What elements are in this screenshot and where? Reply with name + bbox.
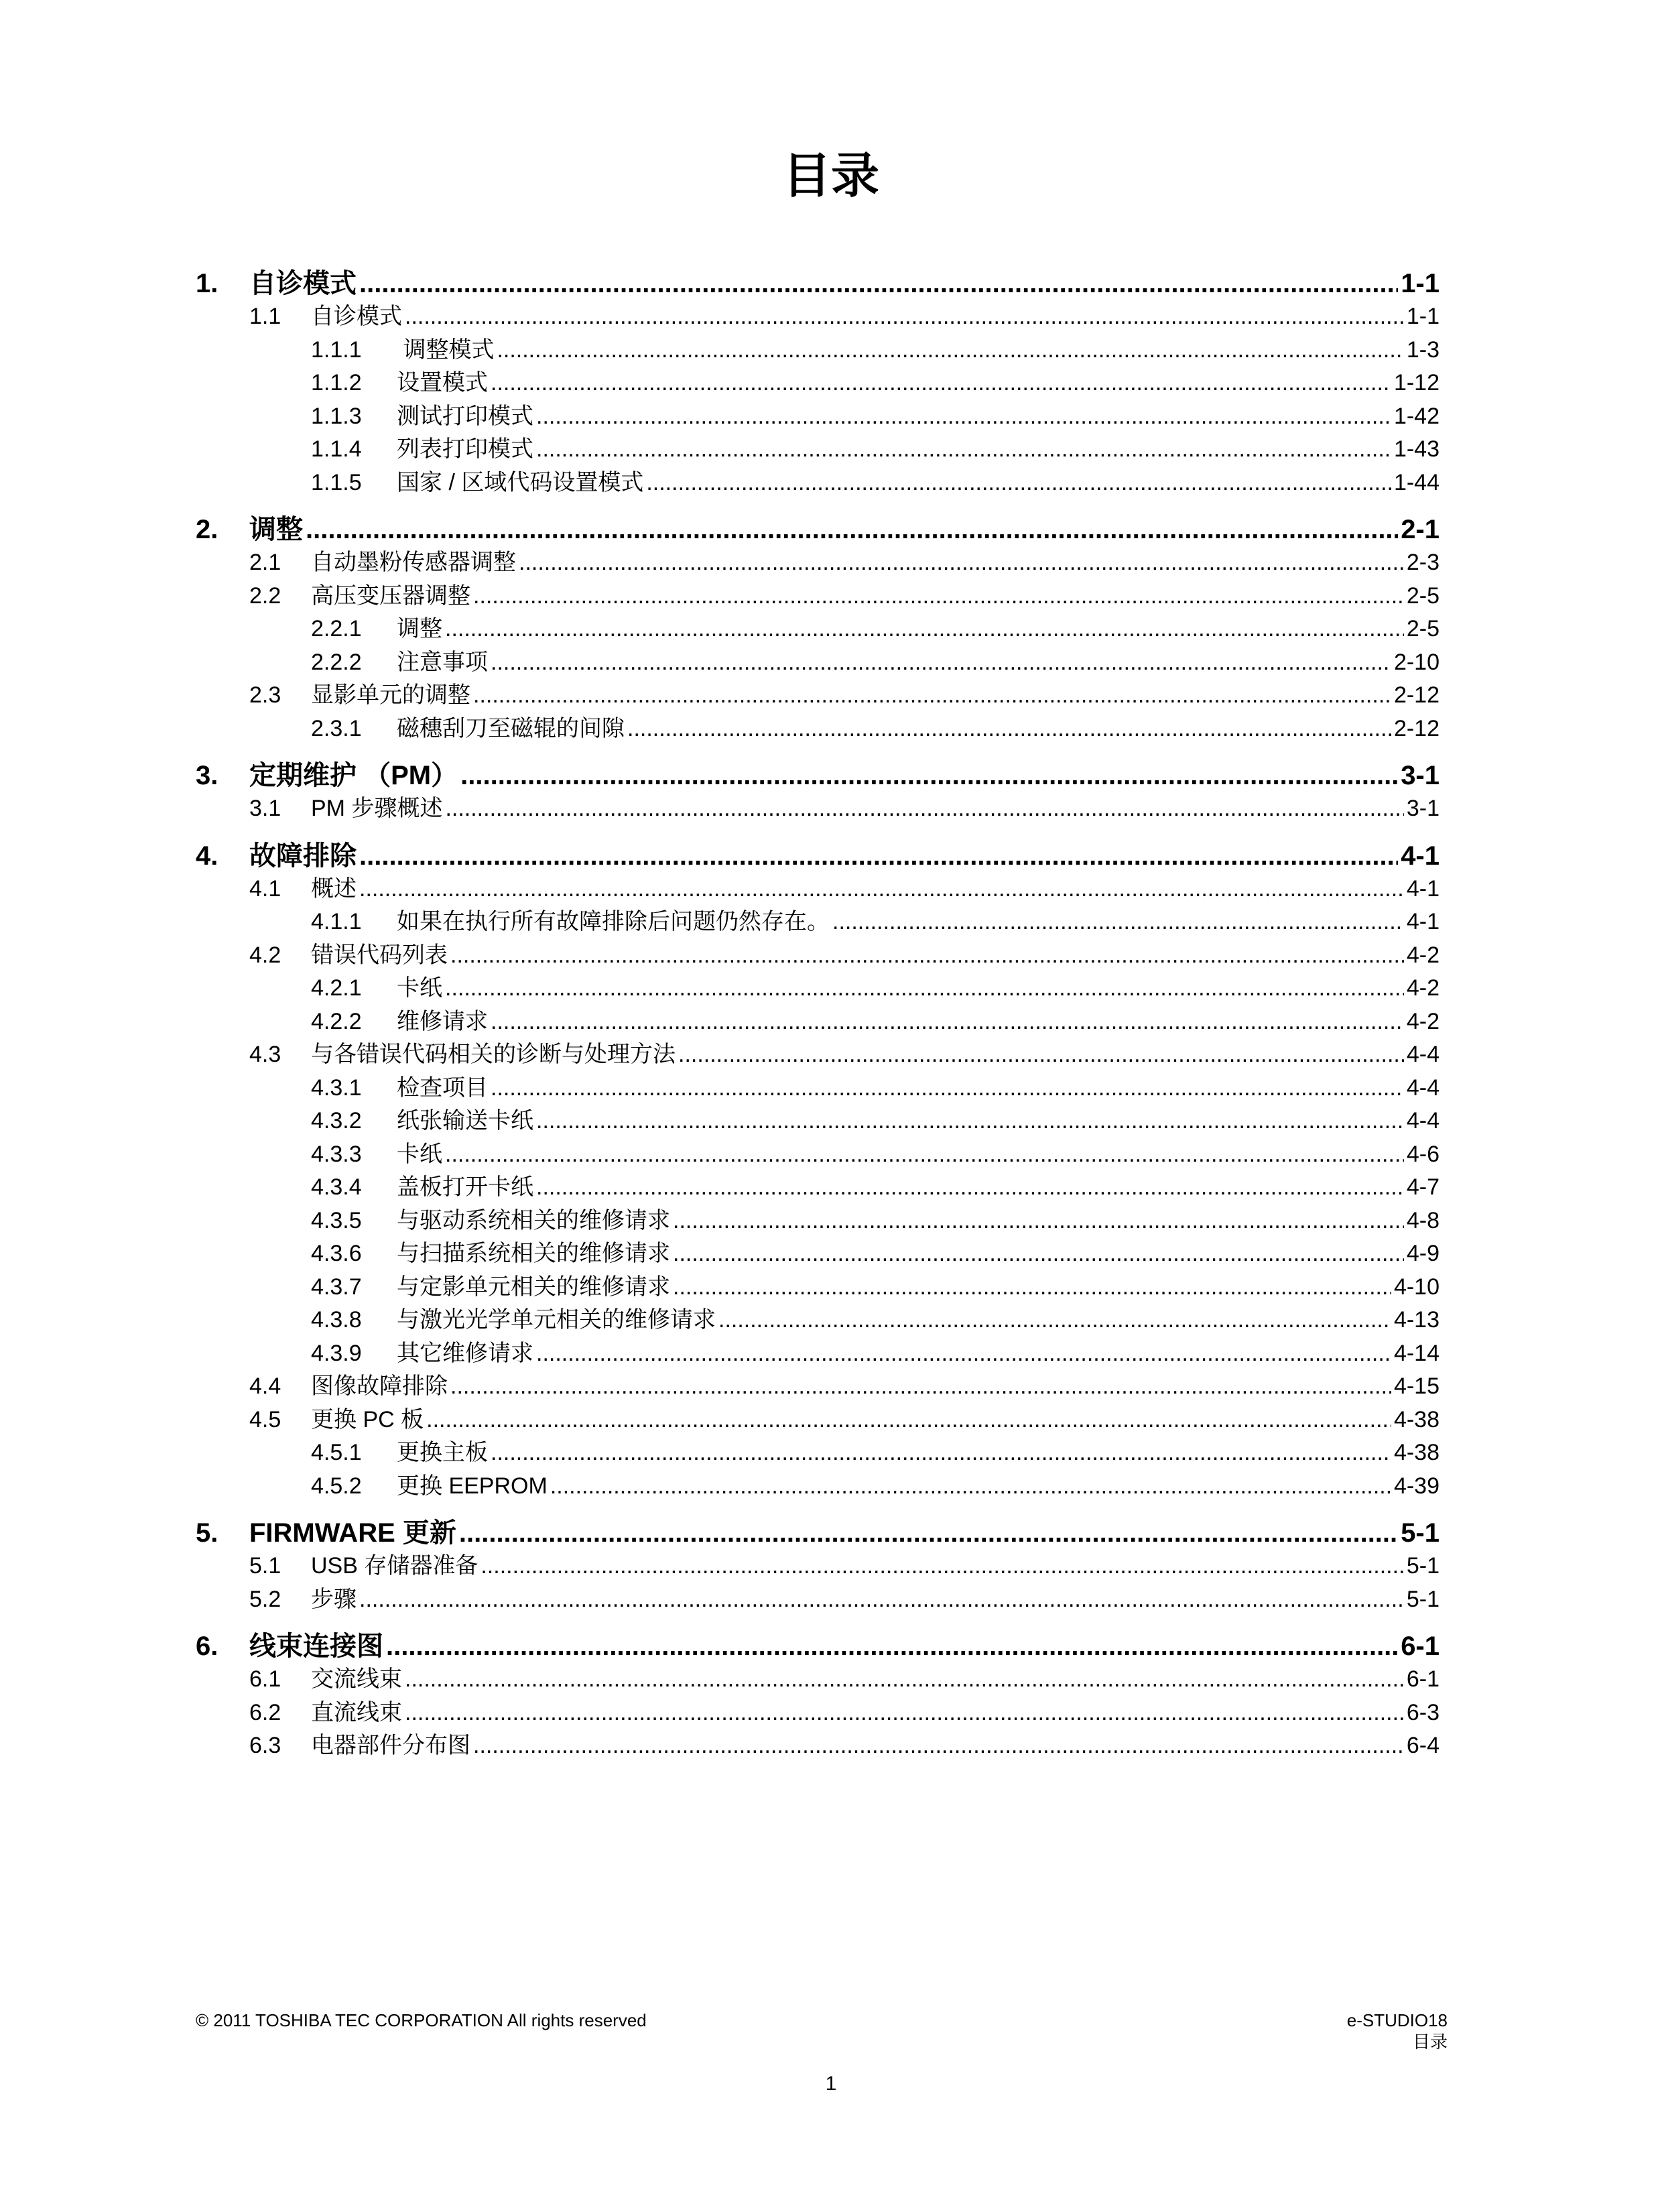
toc-dot-leader: [673, 1271, 1391, 1304]
toc-entry-page: 4-14: [1393, 1340, 1440, 1366]
toc-entry[interactable]: [196, 334, 1440, 367]
toc-entry-label: 测试打印模式: [397, 403, 533, 429]
toc-entry-number: 4.2.2: [311, 1008, 362, 1034]
toc-entry-number: 4.: [196, 841, 218, 871]
toc-entry[interactable]: [196, 839, 1440, 873]
toc-entry-number: 6.3: [249, 1733, 281, 1758]
toc-entry-page: 1-1: [1401, 269, 1440, 298]
toc-entry-page: 6-1: [1406, 1666, 1440, 1692]
toc-entry-number: 2.2.2: [311, 649, 362, 675]
toc-entry-label: USB 存储器准备: [311, 1553, 478, 1579]
toc-dot-leader: [473, 580, 1404, 613]
toc-entry-page: 1-12: [1393, 370, 1440, 395]
toc-dot-leader: [445, 792, 1403, 826]
toc-entry[interactable]: [196, 467, 1440, 500]
toc-entry-label: 调整: [397, 616, 442, 641]
toc-entry[interactable]: [196, 713, 1440, 746]
toc-dot-leader: [450, 939, 1404, 973]
toc-entry-label: 图像故障排除: [311, 1373, 448, 1399]
toc-entry-page: 4-1: [1406, 875, 1440, 902]
toc-entry-number: 4.3.6: [311, 1241, 362, 1266]
toc-dot-leader: [426, 1404, 1391, 1437]
toc-entry[interactable]: [196, 759, 1440, 792]
toc-entry-number: 4.5.2: [311, 1473, 362, 1499]
toc-entry-page: 4-15: [1393, 1373, 1440, 1399]
toc-entry-page: 3-1: [1401, 761, 1440, 790]
toc-dot-leader: [445, 1138, 1404, 1172]
toc-entry-label: 调整: [249, 515, 303, 544]
toc-entry-number: 5.2: [249, 1586, 281, 1612]
toc-entry-number: 3.1: [249, 796, 281, 821]
toc-entry-label: 步骤: [311, 1586, 357, 1612]
toc-entry-page: 2-5: [1406, 582, 1440, 609]
toc-entry-label: 纸张输送卡纸: [397, 1108, 533, 1133]
footer-right: [1347, 2010, 1448, 2052]
toc-entry-label: 自诊模式: [249, 269, 357, 298]
toc-dot-leader: [445, 613, 1404, 646]
toc-entry-page: 4-4: [1406, 1042, 1440, 1067]
toc-entry-number: 4.3.5: [311, 1207, 362, 1233]
toc-entry-label: 错误代码列表: [311, 942, 448, 968]
toc-entry[interactable]: [196, 433, 1440, 467]
toc-entry-page: 4-6: [1406, 1141, 1440, 1167]
toc-entry-page: 1-43: [1393, 436, 1440, 462]
toc-dot-leader: [481, 1550, 1404, 1583]
toc-dot-leader: [405, 1663, 1404, 1697]
toc-entry[interactable]: [196, 400, 1440, 434]
toc-dot-leader: [405, 300, 1404, 334]
toc-entry-page: 4-2: [1406, 975, 1440, 1001]
toc-entry-page: 6-4: [1406, 1733, 1440, 1758]
toc-entry-number: 2.3: [249, 682, 281, 708]
toc-entry-number: 4.3.8: [311, 1307, 362, 1333]
toc-entry-page: 2-10: [1393, 649, 1440, 675]
toc-entry-label: 与激光光学单元相关的维修请求: [397, 1307, 716, 1333]
toc-dot-leader: [450, 1370, 1391, 1404]
toc-entry-number: 2.1: [249, 550, 281, 575]
toc-entry[interactable]: [196, 1171, 1440, 1205]
toc-entry-label: 线束连接图: [249, 1632, 383, 1661]
toc-entry[interactable]: [196, 1697, 1440, 1730]
toc-entry-label: 自诊模式: [311, 304, 402, 329]
toc-entry[interactable]: [196, 1663, 1440, 1697]
toc-dot-leader: [536, 400, 1391, 434]
toc-entry-number: 6.2: [249, 1699, 281, 1725]
toc-entry[interactable]: [196, 1138, 1440, 1172]
toc-entry-page: 6-1: [1401, 1632, 1440, 1661]
footer-model: e-STUDIO18: [1346, 2010, 1448, 2030]
toc-dot-leader: [673, 1237, 1404, 1271]
toc-entry-label: 自动墨粉传感器调整: [311, 550, 516, 575]
toc-entry-label: 与驱动系统相关的维修请求: [397, 1207, 670, 1233]
toc-entry-number: 1.1.2: [311, 370, 362, 395]
toc-entry-number: 6.: [196, 1632, 218, 1661]
toc-dot-leader: [306, 513, 1398, 546]
toc-entry-number: 1.: [196, 269, 218, 298]
toc-dot-leader: [359, 873, 1404, 906]
toc-entry[interactable]: [196, 1005, 1440, 1039]
toc-entry-label: 卡纸: [397, 1141, 442, 1167]
toc-entry[interactable]: [196, 1370, 1440, 1404]
toc-entry-label: 概述: [311, 875, 357, 902]
toc-entry-number: 1.1.1: [311, 336, 362, 363]
toc-entry-label: 与定影单元相关的维修请求: [397, 1274, 670, 1300]
toc-entry-number: 4.5.1: [311, 1440, 362, 1465]
toc-entry-label: 卡纸: [397, 975, 442, 1001]
toc-entry-page: 1-44: [1393, 469, 1440, 495]
toc-entry-number: 4.1: [249, 875, 281, 902]
footer-copyright: © 2011 TOSHIBA TEC CORPORATION All rights reserved: [196, 2010, 647, 2030]
toc-entry[interactable]: [196, 513, 1440, 546]
toc-entry-number: 4.4: [249, 1373, 281, 1399]
toc-entry-label: 列表打印模式: [397, 436, 533, 462]
toc-entry-label: 交流线束: [311, 1666, 402, 1692]
toc-dot-leader: [497, 334, 1403, 367]
toc-entry-label: 更换 EEPROM: [397, 1473, 548, 1499]
toc-entry-label: 设置模式: [397, 370, 488, 395]
toc-dot-leader: [445, 972, 1404, 1005]
toc-dot-leader: [718, 1304, 1391, 1337]
toc-entry-number: 4.3.7: [311, 1274, 362, 1300]
toc-entry[interactable]: [196, 939, 1440, 973]
toc-dot-leader: [386, 1630, 1398, 1663]
toc-entry-label: 盖板打开卡纸: [397, 1174, 533, 1200]
toc-entry-label: 维修请求: [397, 1008, 488, 1034]
toc-entry-label: 注意事项: [397, 649, 488, 675]
toc-dot-leader: [359, 839, 1398, 873]
toc-entry-page: 4-4: [1406, 1108, 1440, 1133]
toc-entry-label: 与各错误代码相关的诊断与处理方法: [311, 1042, 676, 1067]
toc-entry-page: 4-13: [1393, 1307, 1440, 1333]
toc-dot-leader: [459, 1516, 1398, 1550]
toc-entry-page: 4-7: [1406, 1174, 1440, 1200]
toc-entry-number: 3.: [196, 761, 218, 790]
toc-entry-label: 国家 / 区域代码设置模式: [397, 469, 644, 495]
toc-dot-leader: [536, 1337, 1391, 1371]
toc-entry-page: 4-9: [1406, 1241, 1440, 1266]
toc-entry[interactable]: [196, 1729, 1440, 1763]
toc-entry-label: 故障排除: [249, 841, 357, 871]
toc-entry-label: 磁穗刮刀至磁辊的间隙: [397, 715, 625, 741]
toc-entry[interactable]: [196, 300, 1440, 334]
toc-entry-page: 2-5: [1406, 616, 1440, 641]
toc-entry-page: 1-1: [1406, 304, 1440, 329]
toc-dot-leader: [460, 759, 1398, 792]
toc-entry-page: 4-38: [1393, 1440, 1440, 1465]
toc-entry-number: 1.1.4: [311, 436, 362, 462]
toc-entry[interactable]: [196, 367, 1440, 400]
toc-entry-number: 4.3: [249, 1042, 281, 1067]
toc-entry-page: 4-39: [1393, 1473, 1440, 1499]
toc-entry-label: 直流线束: [311, 1699, 402, 1725]
toc-dot-leader: [536, 1171, 1404, 1205]
toc-entry[interactable]: [196, 580, 1440, 613]
toc-dot-leader: [550, 1470, 1391, 1503]
toc-dot-leader: [359, 1583, 1404, 1617]
toc-entry-page: 1-42: [1393, 403, 1440, 429]
toc-entry-number: 4.1.1: [311, 909, 362, 934]
toc-entry-number: 5.: [196, 1518, 218, 1548]
toc-dot-leader: [473, 1729, 1404, 1763]
toc-entry[interactable]: [196, 1271, 1440, 1304]
toc-entry-number: 4.3.2: [311, 1108, 362, 1133]
toc-entry-page: 4-1: [1406, 909, 1440, 934]
toc-entry[interactable]: [196, 792, 1440, 826]
toc-entry[interactable]: [196, 906, 1440, 939]
toc-entry-number: 2.2: [249, 582, 281, 609]
toc-entry[interactable]: [196, 1470, 1440, 1503]
toc-entry-label: 与扫描系统相关的维修请求: [397, 1241, 670, 1266]
toc-entry[interactable]: [196, 1072, 1440, 1105]
toc-entry-label: 定期维护 （PM）: [249, 761, 458, 790]
toc-entry[interactable]: [196, 1105, 1440, 1138]
toc-entry-number: 5.1: [249, 1553, 281, 1579]
toc-dot-leader: [405, 1697, 1404, 1730]
toc-entry-page: 3-1: [1406, 796, 1440, 821]
toc-entry-label: 如果在执行所有故障排除后问题仍然存在。: [397, 909, 830, 934]
table-of-contents: [196, 267, 1440, 1763]
toc-entry[interactable]: [196, 267, 1440, 300]
toc-entry-label: 其它维修请求: [397, 1340, 533, 1366]
toc-entry-number: 2.3.1: [311, 715, 362, 741]
toc-entry-number: 4.5: [249, 1406, 281, 1432]
toc-dot-leader: [832, 906, 1404, 939]
toc-entry-label: PM 步骤概述: [311, 796, 443, 821]
toc-entry[interactable]: [196, 1630, 1440, 1663]
toc-entry-page: 6-3: [1406, 1699, 1440, 1725]
footer-page-number: 1: [825, 2073, 837, 2095]
toc-entry-page: 5-1: [1406, 1553, 1440, 1579]
toc-entry[interactable]: [196, 679, 1440, 713]
toc-entry-page: 4-1: [1401, 841, 1440, 871]
toc-entry-page: 2-1: [1401, 515, 1440, 544]
toc-entry[interactable]: [196, 1550, 1440, 1583]
toc-entry-page: 1-3: [1406, 336, 1440, 363]
toc-entry-label: FIRMWARE 更新: [249, 1518, 456, 1548]
toc-entry-number: 4.2.1: [311, 975, 362, 1001]
toc-dot-leader: [678, 1038, 1404, 1072]
toc-entry-page: 4-10: [1393, 1274, 1440, 1300]
toc-dot-leader: [491, 646, 1391, 680]
toc-dot-leader: [491, 1436, 1391, 1470]
toc-entry-number: 2.2.1: [311, 616, 362, 641]
toc-dot-leader: [536, 1105, 1404, 1138]
toc-entry-label: 检查项目: [397, 1074, 488, 1101]
toc-entry-page: 2-3: [1406, 550, 1440, 575]
toc-entry[interactable]: [196, 613, 1440, 646]
toc-entry-number: 1.1.5: [311, 469, 362, 495]
toc-entry[interactable]: [196, 1237, 1440, 1271]
toc-entry[interactable]: [196, 1205, 1440, 1238]
toc-entry-label: 更换 PC 板: [311, 1406, 424, 1432]
toc-entry[interactable]: [196, 1516, 1440, 1550]
toc-entry-number: 6.1: [249, 1666, 281, 1692]
toc-entry-page: 2-12: [1393, 682, 1440, 708]
toc-entry[interactable]: [196, 1436, 1440, 1470]
footer-section: 目录: [1412, 2032, 1448, 2052]
toc-entry-page: 4-4: [1406, 1074, 1440, 1101]
toc-dot-leader: [536, 433, 1391, 467]
toc-dot-leader: [359, 267, 1398, 300]
toc-entry-page: 5-1: [1401, 1518, 1440, 1548]
toc-entry-page: 4-2: [1406, 942, 1440, 968]
toc-dot-leader: [491, 1005, 1404, 1039]
toc-entry-page: 4-8: [1406, 1207, 1440, 1233]
toc-entry[interactable]: [196, 1304, 1440, 1337]
toc-entry[interactable]: [196, 646, 1440, 680]
toc-entry-label: 高压变压器调整: [311, 582, 470, 609]
toc-dot-leader: [519, 546, 1404, 580]
toc-entry[interactable]: [196, 1583, 1440, 1617]
toc-dot-leader: [627, 713, 1391, 746]
toc-entry[interactable]: [196, 972, 1440, 1005]
toc-entry[interactable]: [196, 546, 1440, 580]
toc-entry-number: 4.3.9: [311, 1340, 362, 1366]
toc-entry-page: 4-2: [1406, 1008, 1440, 1034]
toc-entry[interactable]: [196, 1038, 1440, 1072]
toc-entry[interactable]: [196, 873, 1440, 906]
toc-entry-label: 调整模式: [397, 336, 495, 363]
toc-dot-leader: [646, 467, 1391, 500]
toc-entry-page: 2-12: [1393, 715, 1440, 741]
toc-entry[interactable]: [196, 1404, 1440, 1437]
toc-entry-label: 电器部件分布图: [311, 1733, 470, 1758]
toc-dot-leader: [491, 367, 1391, 400]
toc-entry-number: 4.2: [249, 942, 281, 968]
toc-entry-number: 1.1: [249, 304, 281, 329]
toc-entry-page: 4-38: [1393, 1406, 1440, 1432]
toc-entry-number: 4.3.4: [311, 1174, 362, 1200]
toc-dot-leader: [473, 679, 1391, 713]
toc-entry-number: 1.1.3: [311, 403, 362, 429]
toc-entry-number: 4.3.3: [311, 1141, 362, 1167]
toc-entry-page: 5-1: [1406, 1586, 1440, 1612]
toc-dot-leader: [491, 1072, 1404, 1105]
toc-entry-number: 2.: [196, 515, 218, 544]
page-title: 目录: [782, 149, 879, 203]
toc-entry-label: 显影单元的调整: [311, 682, 470, 708]
toc-entry-number: 4.3.1: [311, 1074, 362, 1101]
toc-entry[interactable]: [196, 1337, 1440, 1371]
toc-entry-label: 更换主板: [397, 1440, 488, 1465]
toc-dot-leader: [673, 1205, 1404, 1238]
